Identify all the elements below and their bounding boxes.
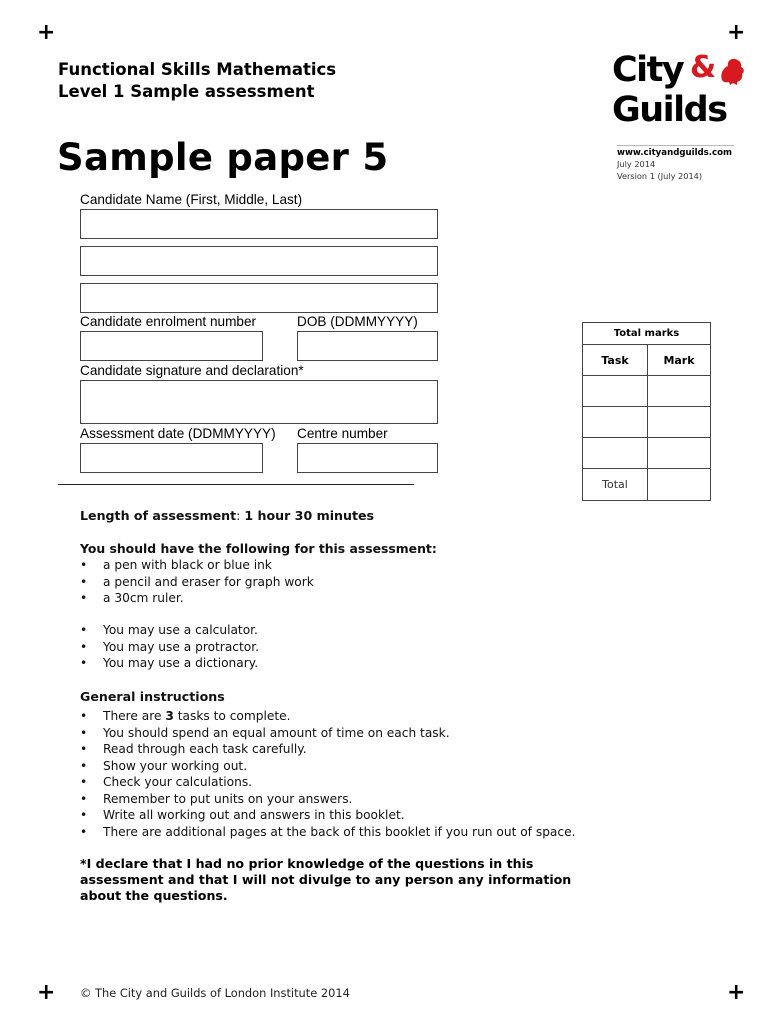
list-item: • You may use a protractor. [80, 639, 259, 656]
list-item: • a pencil and eraser for graph work [80, 574, 314, 591]
instructions-heading: General instructions [80, 689, 225, 704]
list-item: • Show your working out. [80, 758, 575, 775]
crop-mark-top-right: + [727, 20, 746, 45]
list-item: • There are additional pages at the back of this booklet if you run out of space. [80, 824, 575, 841]
total-marks-table [582, 322, 711, 501]
signature-label: Candidate signature and declaration* [80, 363, 304, 378]
candidate-name-field-2[interactable] [80, 246, 438, 276]
list-item: • a pen with black or blue ink [80, 557, 314, 574]
list-item: • Read through each task carefully. [80, 741, 575, 758]
task-cell[interactable] [583, 438, 648, 469]
task-cell[interactable] [583, 407, 648, 438]
assessment-length [80, 508, 374, 523]
dob-label: DOB (DDMMYYYY) [297, 314, 418, 329]
centre-number-label: Centre number [297, 426, 388, 441]
section-divider [58, 484, 414, 485]
list-item: • Remember to put units on your answers. [80, 791, 575, 808]
page-title: Sample paper 5 [57, 136, 389, 179]
equipment-list [80, 557, 314, 607]
candidate-name-field-3[interactable] [80, 283, 438, 313]
mark-cell[interactable] [648, 438, 711, 469]
list-item: • Write all working out and answers in this booklet. [80, 807, 575, 824]
assessment-length-value: 1 hour 30 minutes [244, 508, 375, 523]
mark-cell[interactable] [648, 376, 711, 407]
list-item: • a 30cm ruler. [80, 590, 314, 607]
equipment-heading: You should have the following for this assessment: [80, 541, 437, 556]
task-cell[interactable] [583, 376, 648, 407]
assessment-length-label: Length of assessment [80, 508, 237, 523]
copyright-footer: © The City and Guilds of London Institute 2014 [80, 986, 350, 1000]
mark-cell[interactable] [648, 407, 711, 438]
assessment-date-label: Assessment date (DDMMYYYY) [80, 426, 276, 441]
total-label: Total [583, 469, 648, 501]
enrolment-number-label: Candidate enrolment number [80, 314, 257, 329]
instructions-list [80, 708, 575, 840]
declaration-statement: *I declare that I had no prior knowledge of the questions in this assessment and that I will not divulge to any person any information about the questions. [80, 856, 572, 903]
assessment-date-field[interactable] [80, 443, 263, 473]
enrolment-number-field[interactable] [80, 331, 263, 361]
lion-icon [718, 56, 746, 86]
list-item [80, 708, 575, 725]
instruction-text: There are [103, 709, 166, 723]
logo-word-guilds: Guilds [612, 90, 727, 130]
marks-table-heading: Total marks [583, 323, 711, 345]
crop-mark-top-left: + [37, 20, 56, 45]
task-column-header: Task [583, 345, 648, 376]
marks-row [583, 407, 711, 438]
issue-date: July 2014 [617, 159, 656, 169]
total-mark-cell[interactable] [648, 469, 711, 501]
marks-row [583, 376, 711, 407]
mark-column-header: Mark [648, 345, 711, 376]
logo-word-city: City [612, 50, 684, 90]
task-count: 3 [165, 709, 174, 723]
qualification-title: Functional Skills Mathematics [58, 60, 337, 79]
marks-row [583, 438, 711, 469]
allowed-aids-list [80, 622, 259, 672]
website-url[interactable]: www.cityandguilds.com [617, 148, 732, 158]
centre-number-field[interactable] [297, 443, 438, 473]
candidate-name-field-1[interactable] [80, 209, 438, 239]
crop-mark-bottom-left: + [37, 980, 56, 1005]
assessment-length-separator: : [236, 508, 245, 523]
instruction-text: tasks to complete. [173, 709, 291, 723]
version-info: Version 1 (July 2014) [617, 171, 703, 181]
assessment-level: Level 1 Sample assessment [58, 82, 315, 101]
list-item: • You should spend an equal amount of time on each task. [80, 725, 575, 742]
crop-mark-bottom-right: + [727, 980, 746, 1005]
list-item: • Check your calculations. [80, 774, 575, 791]
signature-field[interactable] [80, 380, 438, 424]
candidate-name-label: Candidate Name (First, Middle, Last) [80, 192, 303, 207]
list-item: • You may use a calculator. [80, 622, 259, 639]
dob-field[interactable] [297, 331, 438, 361]
list-item: • You may use a dictionary. [80, 655, 259, 672]
logo-ampersand: & [690, 50, 715, 85]
city-and-guilds-logo [612, 50, 747, 142]
logo-divider [617, 145, 734, 146]
